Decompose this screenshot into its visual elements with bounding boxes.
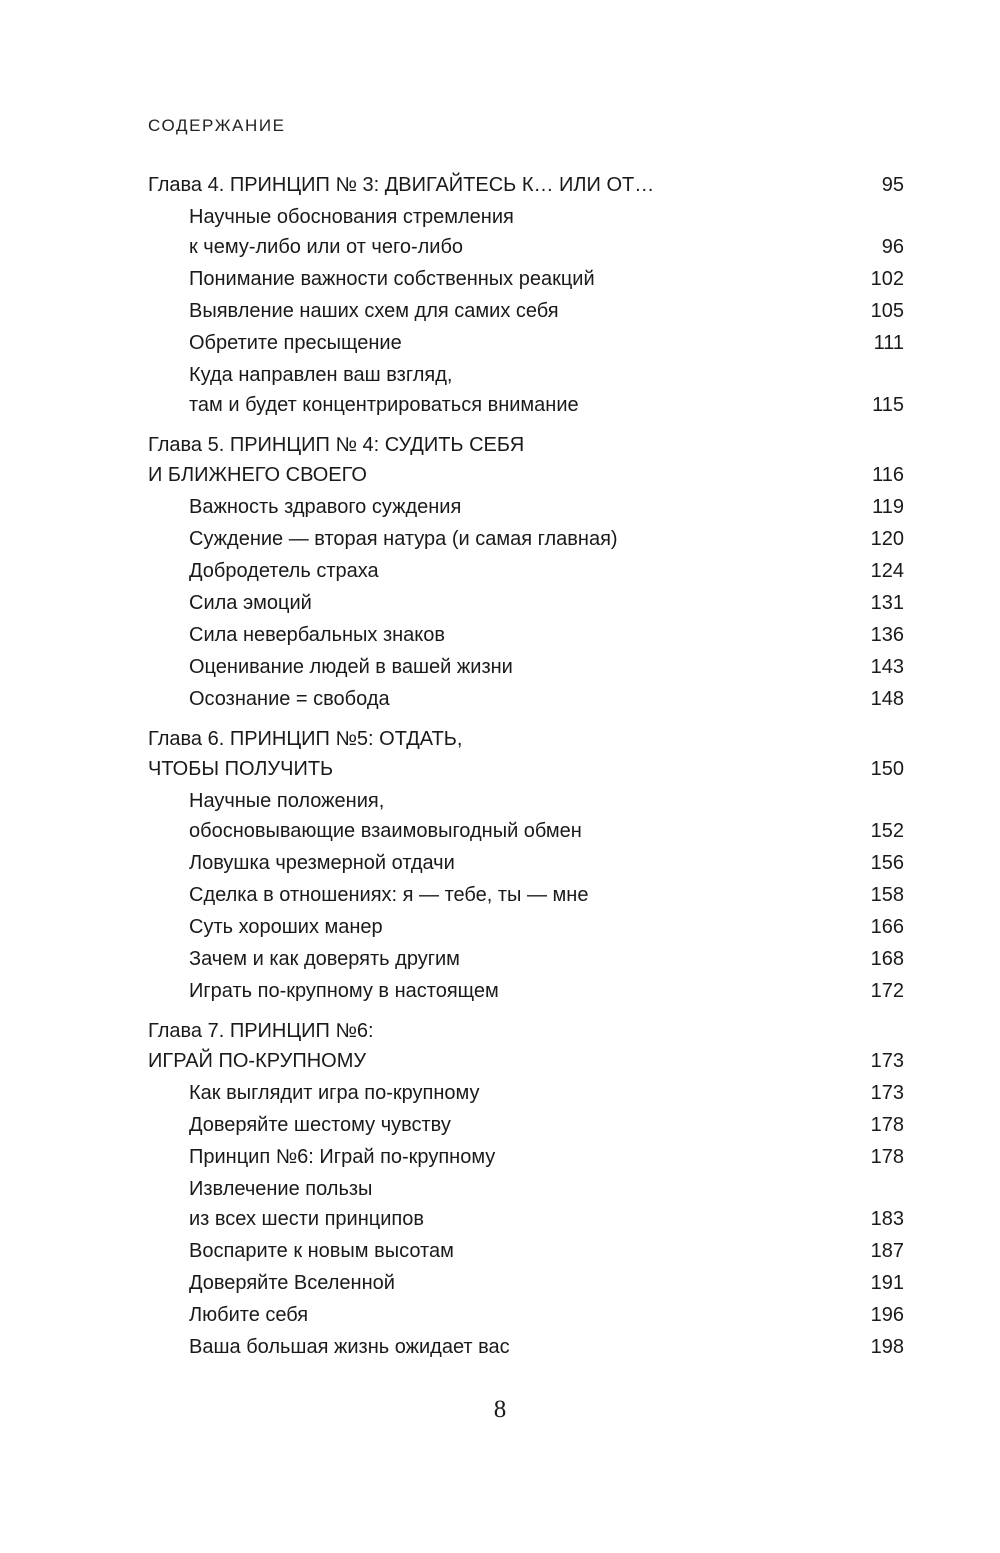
toc-section (148, 944, 904, 974)
section-line (148, 492, 904, 522)
section-line (148, 1174, 904, 1204)
section-title-text: Добродетель страха (189, 560, 379, 582)
section-line (148, 1078, 904, 1108)
toc-section (148, 976, 904, 1006)
toc-section (148, 1142, 904, 1172)
chapter-title-line (148, 724, 904, 754)
section-page-number: 120 (870, 528, 904, 550)
section-line (148, 232, 904, 262)
section-page-number: 148 (870, 688, 904, 710)
section-line (148, 912, 904, 942)
chapter-title-text: Глава 7. ПРИНЦИП №6: (148, 1020, 374, 1042)
section-title-text: Зачем и как доверять другим (189, 948, 460, 970)
toc-section (148, 556, 904, 586)
page-number: 8 (493, 1396, 507, 1423)
toc-section (148, 786, 904, 846)
section-title-text: Суждение — вторая натура (и самая главная) (189, 528, 618, 550)
section-page-number: 191 (870, 1272, 904, 1294)
section-line (148, 620, 904, 650)
section-title-text: из всех шести принципов (189, 1208, 424, 1230)
section-page-number: 96 (881, 236, 904, 258)
section-line (148, 264, 904, 294)
chapter-page-number: 95 (881, 174, 904, 196)
toc-section (148, 296, 904, 326)
toc-section (148, 1236, 904, 1266)
chapter-title-text: Глава 6. ПРИНЦИП №5: ОТДАТЬ, (148, 728, 463, 750)
section-page-number: 102 (870, 268, 904, 290)
section-page-number: 158 (870, 884, 904, 906)
toc-section (148, 620, 904, 650)
section-title-text: Играть по-крупному в настоящем (189, 980, 499, 1002)
section-page-number: 143 (870, 656, 904, 678)
toc-section (148, 1174, 904, 1234)
section-title-text: Воспарите к новым высотам (189, 1240, 454, 1262)
toc-section (148, 1300, 904, 1330)
section-title-text: Доверяйте Вселенной (189, 1272, 395, 1294)
section-title-text: Куда направлен ваш взгляд, (189, 364, 453, 386)
section-title-text: Извлечение пользы (189, 1178, 373, 1200)
chapter-title-line (148, 1016, 904, 1046)
section-title-text: Принцип №6: Играй по-крупному (189, 1146, 496, 1168)
toc-section (148, 684, 904, 714)
toc-section (148, 1110, 904, 1140)
section-line (148, 1236, 904, 1266)
chapter-title-text: И БЛИЖНЕГО СВОЕГО (148, 464, 367, 486)
section-line (148, 1300, 904, 1330)
section-page-number: 196 (870, 1304, 904, 1326)
chapter-title-line (148, 170, 904, 200)
toc-section (148, 652, 904, 682)
section-line (148, 556, 904, 586)
section-line (148, 944, 904, 974)
section-line (148, 390, 904, 420)
section-line (148, 1268, 904, 1298)
section-page-number: 166 (870, 916, 904, 938)
section-page-number: 105 (870, 300, 904, 322)
section-title-text: Как выглядит игра по-крупному (189, 1082, 480, 1104)
section-title-text: Выявление наших схем для самих себя (189, 300, 559, 322)
section-title-text: Сделка в отношениях: я — тебе, ты — мне (189, 884, 589, 906)
section-page-number: 173 (870, 1082, 904, 1104)
section-line (148, 976, 904, 1006)
section-title-text: Сила невербальных знаков (189, 624, 446, 646)
toc-chapter (148, 724, 904, 1006)
section-line (148, 524, 904, 554)
section-page-number: 183 (870, 1208, 904, 1230)
section-title-text: Обретите пресыщение (189, 332, 402, 354)
section-page-number: 124 (870, 560, 904, 582)
section-line (148, 880, 904, 910)
toc-section (148, 328, 904, 358)
section-title-text: к чему-либо или от чего-либо (189, 236, 464, 258)
table-of-contents (148, 170, 904, 1372)
toc-chapter (148, 170, 904, 420)
section-page-number: 152 (870, 820, 904, 842)
section-line (148, 328, 904, 358)
section-page-number: 119 (872, 496, 904, 518)
section-line (148, 652, 904, 682)
section-page-number: 115 (872, 394, 904, 416)
section-title-text: Понимание важности собственных реакций (189, 268, 595, 290)
toc-section (148, 492, 904, 522)
chapter-title-line (148, 1046, 904, 1076)
section-line (148, 360, 904, 390)
section-line (148, 202, 904, 232)
section-line (148, 1142, 904, 1172)
section-title-text: Ваша большая жизнь ожидает вас (189, 1336, 510, 1358)
section-title-text: Важность здравого суждения (189, 496, 462, 518)
toc-section (148, 202, 904, 262)
section-line (148, 588, 904, 618)
section-title-text: Научные обоснования стремления (189, 206, 514, 228)
section-line (148, 1332, 904, 1362)
section-page-number: 136 (870, 624, 904, 646)
section-title-text: Оценивание людей в вашей жизни (189, 656, 513, 678)
toc-section (148, 912, 904, 942)
toc-section (148, 524, 904, 554)
toc-chapter (148, 430, 904, 714)
chapter-title-text: ИГРАЙ ПО-КРУПНОМУ (148, 1050, 367, 1072)
section-line (148, 848, 904, 878)
toc-section (148, 588, 904, 618)
section-page-number: 156 (870, 852, 904, 874)
chapter-title-line (148, 754, 904, 784)
section-title-text: Осознание = свобода (189, 688, 390, 710)
toc-chapter (148, 1016, 904, 1362)
section-line (148, 1204, 904, 1234)
chapter-title-text: Глава 4. ПРИНЦИП № 3: ДВИГАЙТЕСЬ К… ИЛИ ОТ… (148, 174, 655, 196)
section-title-text: Научные положения, (189, 790, 385, 812)
section-page-number: 187 (870, 1240, 904, 1262)
section-line (148, 786, 904, 816)
section-page-number: 172 (870, 980, 904, 1002)
toc-section (148, 264, 904, 294)
section-page-number: 178 (870, 1146, 904, 1168)
section-title-text: Любите себя (189, 1304, 309, 1326)
section-title-text: Сила эмоций (189, 592, 312, 614)
section-page-number: 178 (870, 1114, 904, 1136)
toc-section (148, 1078, 904, 1108)
chapter-page-number: 150 (870, 758, 904, 780)
section-page-number: 198 (870, 1336, 904, 1358)
running-head: СОДЕРЖАНИЕ (148, 116, 286, 135)
section-line (148, 1110, 904, 1140)
section-line (148, 296, 904, 326)
chapter-title-text: ЧТОБЫ ПОЛУЧИТЬ (148, 758, 334, 780)
section-page-number: 111 (873, 332, 904, 354)
section-line (148, 816, 904, 846)
chapter-page-number: 173 (870, 1050, 904, 1072)
section-page-number: 168 (870, 948, 904, 970)
toc-section (148, 848, 904, 878)
section-title-text: Ловушка чрезмерной отдачи (189, 852, 455, 874)
chapter-page-number: 116 (872, 464, 904, 486)
section-title-text: Суть хороших манер (189, 916, 383, 938)
toc-section (148, 880, 904, 910)
chapter-title-text: Глава 5. ПРИНЦИП № 4: СУДИТЬ СЕБЯ (148, 434, 525, 456)
section-title-text: обосновывающие взаимовыгодный обмен (189, 820, 582, 842)
section-title-text: там и будет концентрироваться внимание (189, 394, 579, 416)
toc-section (148, 1332, 904, 1362)
section-title-text: Доверяйте шестому чувству (189, 1114, 451, 1136)
section-line (148, 684, 904, 714)
toc-section (148, 360, 904, 420)
section-page-number: 131 (870, 592, 904, 614)
chapter-title-line (148, 430, 904, 460)
chapter-title-line (148, 460, 904, 490)
toc-section (148, 1268, 904, 1298)
